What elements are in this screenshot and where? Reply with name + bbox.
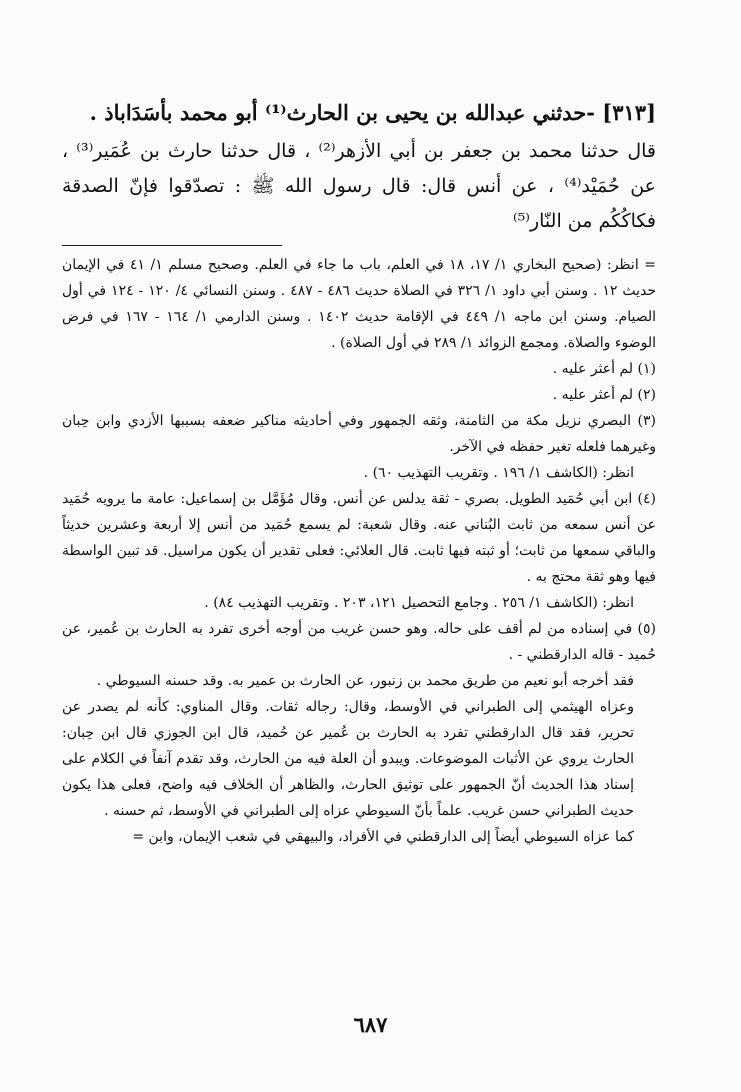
hadith-title: [٣١٣] -حدثني عبدالله بن يحيى بن الحارث⁽¹⁾ أبو محمد بأسَدَاباذ . [89, 100, 656, 125]
footnote-5-abu-nuaym: فقد أخرجه أبو نعيم من طريق محمد بن زنبور، عن الحارث بن عمير به. وقد حسنه السيوطي . [96, 673, 634, 689]
footnote-5-suyuti: كما عزاه السيوطي أيضاً إلى الدارقطني في الأفراد، والبيهقي في شعب الإيمان، وابن = [132, 829, 634, 845]
footnote-3-reference: انظر: (الكاشف ١/ ١٩٦ . وتقريب التهذيب ٦٠) . [363, 465, 634, 481]
footnote-2: (٢) لم أعثر عليه . [552, 387, 656, 403]
footnote-4-reference: انظر: (الكاشف ١/ ٢٥٦ . وجامع التحصيل ١٢١، ٢٠٣ . وتقريب التهذيب ٨٤) . [204, 595, 634, 611]
footnote-5-haythami: وعزاه الهيثمي إلى الطبراني في الأوسط، وقال: رجاله ثقات. وقال المناوي: كأنه لم يصدر عن تحرير، فقد قال الدارقطني تفرد به الحارث بن عُمير عن حُميد، قال ابن الجوزي قال ابن حِبان: الحارث يروي عن الأثبات الموضوعات. ويبدو أن العلة فيه من الحارث، وقد تقدم آنفاً في الكلام على إسناد هذا الحديث أنّ الجمهور على توثيق الحارث، والظاهر أن الخلاف فيه واضح، فعلى هذا يكون حديث الطبراني حسن غريب. علماً بأنّ السيوطي عزاه إلى الطبراني في الأوسط، ثم حسنه . [62, 699, 634, 819]
footnote-1: (١) لم أعثر عليه . [552, 361, 656, 377]
page-content [62, 96, 656, 850]
hadith-body: قال حدثنا محمد بن جعفر بن أبي الأزهر⁽²⁾ ، قال حدثنا حارث بن عُمَير⁽³⁾ ، عن حُمَيْد⁽⁴⁾ ، عن أنس قال: قال رسول الله ﷺ : تصدّقوا فإنّ الصدقة فكاكُكُم من النّار⁽⁵⁾ [62, 140, 657, 232]
footnote-5: (٥) في إسناده من لم أقف على حاله. وهو حسن غريب من أوجه أخرى تفرد به الحارث بن عُمير، عن حُميد - قاله الدارقطني - . [62, 621, 656, 663]
footnote-3: (٣) البصري نزيل مكة من الثامنة، وثقه الجمهور وفي أحاديثه مناكير ضعفه بسببها الأزدي وابن حِبان وغيرهما فلعله تغير حفظه في الآخر. [62, 413, 656, 455]
footnote-4: (٤) ابن أبي حُمَيد الطويل. بصري - ثقة يدلس عن أنس. وقال مُؤَمَّل بن إسماعيل: عامة ما يرويه حُمَيد عن أنس سمعه من ثابت البُناني عنه. وقال شعبة: لم يسمع حُمَيد من أنس إلا أربعة وعشرين حديثاً والباقي سمعها من ثابت؛ أو ثبته فيها ثابت. قال العلائي: فعلى تقدير أن يكون مراسيل. قد تبين الواسطة فيها وهو ثقة محتج به . [62, 491, 656, 585]
footnote-continuation: = انظر: (صحيح البخاري ١/ ١٧، ١٨ في العلم، باب ما جاء في العلم. وصحيح مسلم ١/ ٤١ في الإيمان حديث ١٢ . وسنن أبي داود ١/ ٣٢٦ في الصلاة حديث ٤٨٦ - ٤٨٧ . وسنن النسائي ٤/ ١٢٠ - ١٢٤ في أول الصيام. وسنن ابن ماجه ١/ ٤٤٩ في الإقامة حديث ١٤٠٢ . وسنن الدارمي ١/ ١٦٤ - ١٦٧ في فرض الوضوء والصلاة. ومجمع الزوائد ١/ ٢٨٩ في أول الصلاة) . [62, 257, 657, 351]
footnote-divider [62, 245, 282, 246]
page-number: ٦٨٧ [353, 1012, 388, 1037]
footnotes [62, 252, 656, 850]
